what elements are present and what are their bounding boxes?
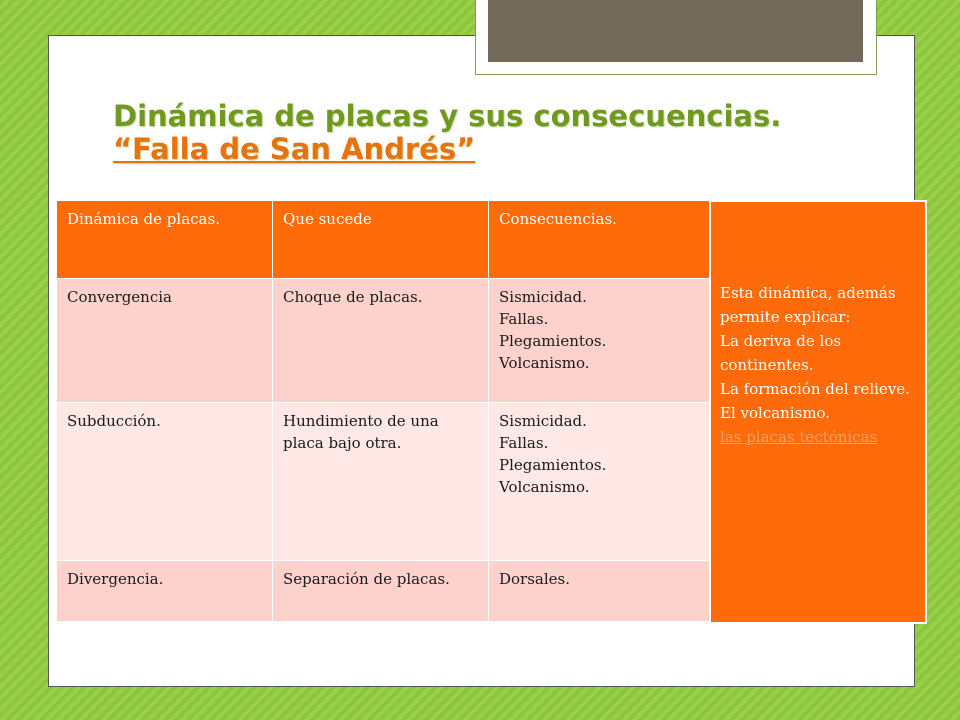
consequence-item: Fallas. [499,434,549,453]
table-row [57,278,713,403]
table-header-row [57,201,713,279]
consequences-cell [489,560,713,621]
dynamics-table [56,200,713,622]
consequence-item: Dorsales. [499,569,571,588]
consequence-item: Volcanismo. [499,478,590,497]
consequence-item: Volcanismo. [499,353,590,372]
explanation-line: La formación del relieve. [720,380,910,398]
title-link[interactable]: “Falla de San Andrés” [113,132,476,166]
description-cell: Hundimiento de una placa bajo otra. [273,403,489,560]
header-cell: Dinámica de placas. [57,201,273,279]
dynamic-cell: Divergencia. [57,560,273,621]
consequences-cell [489,403,713,560]
consequence-item: Plegamientos. [499,331,607,350]
consequences-cell [489,278,713,403]
dynamic-cell: Subducción. [57,403,273,560]
table-row [57,403,713,560]
consequence-item: Sismicidad. [499,287,587,306]
table-row [57,560,713,621]
decorative-block [488,0,863,62]
tectonic-plates-link[interactable]: las placas tectónicas [720,428,878,446]
description-cell: Choque de placas. [273,278,489,403]
explanation-line: Esta dinámica, además permite explicar: [720,284,896,326]
page-title [113,100,873,166]
consequence-item: Plegamientos. [499,456,607,475]
header-cell: Consecuencias. [489,201,713,279]
explanation-line: El volcanismo. [720,404,831,422]
explanation-line: La deriva de los continentes. [720,332,842,374]
consequence-item: Fallas. [499,309,549,328]
header-cell: Que sucede [273,201,489,279]
description-cell: Separación de placas. [273,560,489,621]
dynamic-cell: Convergencia [57,278,273,403]
explanation-box [709,200,927,624]
title-text: Dinámica de placas y sus consecuencias. [113,99,782,133]
consequence-item: Sismicidad. [499,412,587,431]
